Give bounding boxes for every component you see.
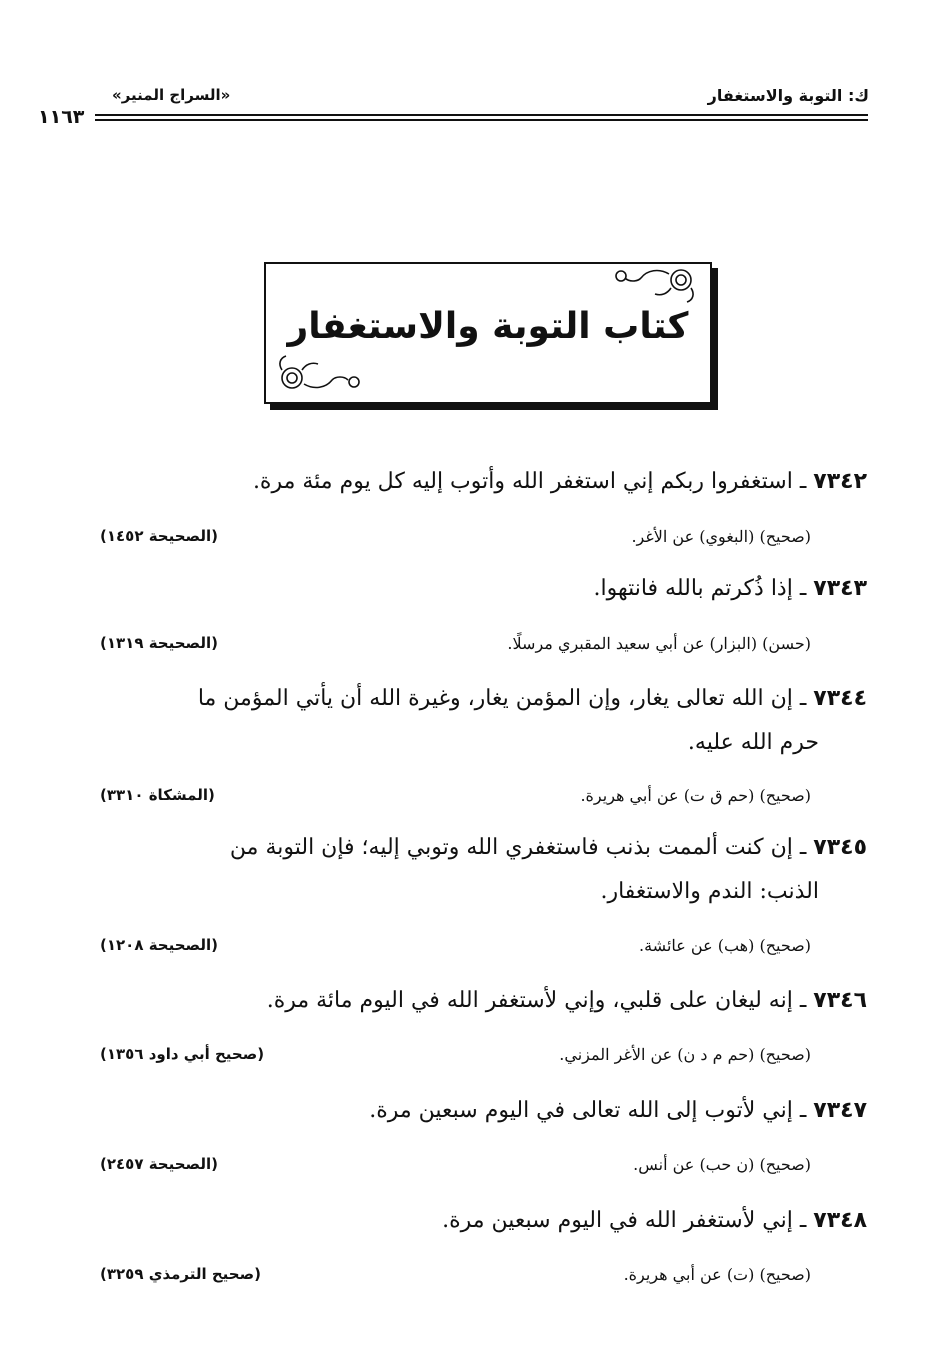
hadith-text: إني لأتوب إلى الله تعالى في اليوم سبعين مرة. [369, 1098, 793, 1123]
hadith-entry: ٧٣٤٨ ـ إني لأستغفر الله في اليوم سبعين مرة. [442, 1208, 867, 1233]
hadith-number: ٧٣٤٨ [813, 1208, 867, 1233]
hadith-text: إنه ليغان على قلبي، وإني لأستغفر الله في اليوم مائة مرة. [266, 988, 793, 1013]
hadith-entry: ٧٣٤٣ ـ إذا ذُكرتم بالله فانتهوا. [593, 576, 867, 601]
hadith-entry: ٧٣٤٥ ـ إن كنت ألممت بذنب فاستغفري الله وتوبي إليه؛ فإن التوبة من الذنب: الندم والاستغفار. [97, 826, 867, 914]
hadith-text-continuation: حرم الله عليه. [687, 730, 819, 755]
hadith-text: إن الله تعالى يغار، وإن المؤمن يغار، وغيرة الله أن يأتي المؤمن ما [197, 686, 793, 711]
hadith-entry: ٧٣٤٤ ـ إن الله تعالى يغار، وإن المؤمن يغار، وغيرة الله أن يأتي المؤمن ما حرم الله عليه. [97, 677, 867, 765]
hadith-source: (صحيح) (حم ق ت) عن أبي هريرة. [580, 786, 811, 805]
section-title-frame [264, 262, 712, 404]
hadith-number: ٧٣٤٥ [813, 835, 867, 860]
hadith-text: إن كنت ألممت بذنب فاستغفري الله وتوبي إليه؛ فإن التوبة من [229, 835, 793, 860]
hadith-source: (صحيح) (هب) عن عائشة. [639, 936, 811, 955]
hadith-reference: (الصحيحة ١٢٠٨) [100, 936, 218, 954]
hadith-entry: ٧٣٤٦ ـ إنه ليغان على قلبي، وإني لأستغفر الله في اليوم مائة مرة. [266, 988, 867, 1013]
page-number: ١١٦٣ [38, 106, 85, 128]
hadith-text-continuation: الذنب: الندم والاستغفار. [600, 879, 819, 904]
book-title: «السراج المنير» [112, 86, 231, 104]
hadith-source: (صحيح) (البغوي) عن الأغر. [631, 527, 811, 546]
header-rule-secondary [95, 119, 868, 121]
hadith-number: ٧٣٤٧ [813, 1098, 867, 1123]
hadith-reference: (الصحيحة ١٤٥٢) [100, 527, 218, 545]
hadith-number: ٧٣٤٣ [813, 576, 867, 601]
hadith-reference: (الصحيحة ١٣١٩) [100, 634, 218, 652]
hadith-entry: ٧٣٤٧ ـ إني لأتوب إلى الله تعالى في اليوم سبعين مرة. [369, 1098, 867, 1123]
hadith-reference: (صحيح أبي داود ١٣٥٦) [100, 1045, 265, 1063]
hadith-source: (صحيح) (ن حب) عن أنس. [633, 1155, 811, 1174]
floral-ornament-icon [270, 354, 365, 394]
hadith-entry: ٧٣٤٢ ـ استغفروا ربكم إني استغفر الله وأتوب إليه كل يوم مئة مرة. [252, 469, 867, 494]
hadith-source: (صحيح) (ت) عن أبي هريرة. [623, 1265, 811, 1284]
hadith-reference: (صحيح الترمذي ٣٢٥٩) [100, 1265, 261, 1283]
hadith-text: استغفروا ربكم إني استغفر الله وأتوب إليه كل يوم مئة مرة. [252, 469, 793, 494]
header-rule [95, 114, 868, 116]
hadith-reference: (الصحيحة ٢٤٥٧) [100, 1155, 218, 1173]
chapter-title: ك: التوبة والاستغفار [707, 86, 869, 105]
hadith-number: ٧٣٤٢ [813, 469, 867, 494]
section-title: كتاب التوبة والاستغفار [287, 306, 689, 347]
hadith-text: إذا ذُكرتم بالله فانتهوا. [593, 576, 793, 601]
hadith-number: ٧٣٤٤ [813, 686, 867, 711]
hadith-number: ٧٣٤٦ [813, 988, 867, 1013]
hadith-reference: (المشكاة ٣٣١٠) [100, 786, 215, 804]
hadith-text: إني لأستغفر الله في اليوم سبعين مرة. [442, 1208, 793, 1233]
floral-ornament-icon [607, 266, 702, 306]
hadith-source: (حسن) (البزار) عن أبي سعيد المقبري مرسلًا. [507, 634, 811, 653]
hadith-source: (صحيح) (حم م د ن) عن الأغر المزني. [559, 1045, 811, 1064]
